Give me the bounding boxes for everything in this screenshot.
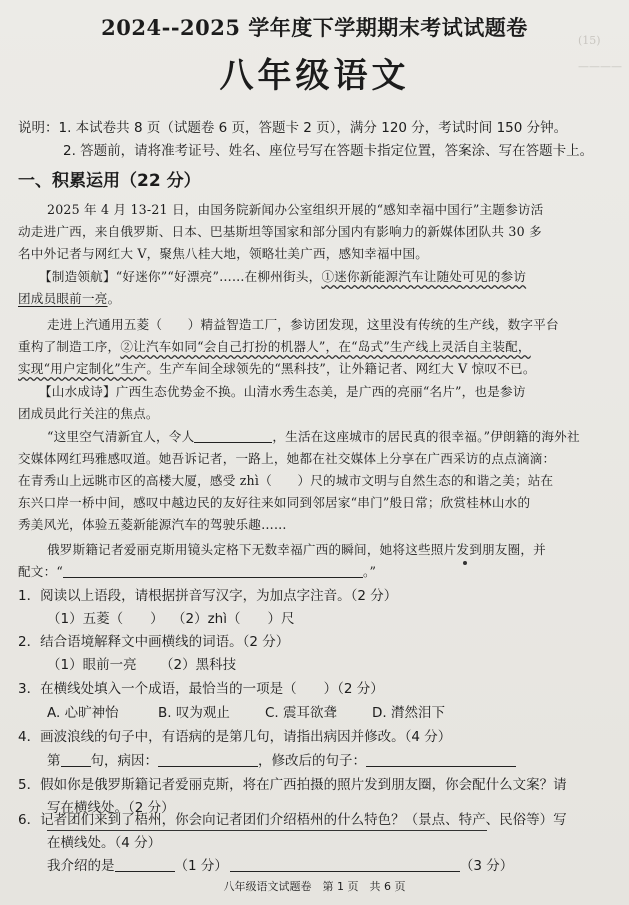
option-c[interactable]: C. 震耳欲聋 [265,705,338,721]
instructions-line-1 [18,116,567,136]
caption-blank[interactable] [63,563,363,578]
instructions-line-2: 2. 答题前，请将准考证号、姓名、座位号写在答题卡指定位置，答案涂、写在答题卡上。 [63,143,594,159]
score-label: （1 分） [174,858,228,874]
passage-line [18,358,536,380]
sentence-number-blank[interactable] [61,752,91,767]
question-1: 1．阅读以上语段，请根据拼音写汉字，为加点字注音。（2 分） [18,588,398,604]
passage-text: “好迷你”“好漂亮”……在柳州街头， [115,269,322,284]
passage-text: 重构了制造工序， [18,339,121,354]
passage-line: 走进上汽通用五菱（ ）精益智造工厂，参访团发现，这里没有传统的生产线，数字平台 [47,317,559,332]
question-2-part-1: （1）眼前一亮 [47,657,137,673]
answer-label: ，修改后的句子： [258,753,366,769]
wavy-sentence-2-end: 实现“用户定制化”生产 [18,361,147,376]
wavy-sentence-1: ①迷你新能源汽车让随处可见的参访 [321,269,527,284]
answer-prefix: 第 [47,753,61,769]
passage-line [39,266,526,288]
error-cause-blank[interactable] [158,752,258,767]
question-2-part-2: （2）黑科技 [160,657,237,673]
option-a[interactable]: A. 心旷神怡 [47,705,119,721]
passage-line: 团成员此行关注的焦点。 [18,406,159,421]
question-1-part-2: （2）zhì（ ）尺 [172,611,295,627]
bleed-through-mark: (15) [578,34,601,47]
passage-text: 。” [363,564,377,579]
passage-line: 交媒体网红玛雅感叹道。她吾诉记者，一路上，她都在社交媒体上分享在广西采访的点点滴滴： [18,451,556,466]
passage-text: ，生活在这座城市的居民真的很幸福。”伊朗籍的海外社 [272,429,580,444]
passage-line [39,381,526,403]
corrected-sentence-blank[interactable] [366,752,516,767]
instructions-text-1: 1. 本试卷共 8 页（试题卷 6 页，答题卡 2 页），满分 120 分，考试时间 150 分钟。 [58,120,568,136]
exam-title: 2024--2025 学年度下学期期末考试试题卷 [101,15,528,40]
passage-text: 广西生态优势金不换。山清水秀生态美，是广西的亮丽“名片”，也是参访 [115,384,526,399]
question-1-part-1: （1）五菱（ ） [47,611,164,627]
question-2: 2．结合语境解释文中画横线的词语。（2 分） [18,634,290,650]
answer-prefix: 我介绍的是 [47,858,115,874]
section-tag: 【制造领航】 [39,269,116,284]
page-footer: 八年级语文试题卷 第 1 页 共 6 页 [223,880,406,893]
passage-text: “这里空气清新宜人，令人 [47,429,195,444]
option-b[interactable]: B. 叹为观止 [158,705,230,721]
score-label: （3 分） [459,858,514,874]
section-tag: 【山水成诗】 [39,384,116,399]
option-d[interactable]: D. 潸然泪下 [372,705,445,721]
feature-blank[interactable] [115,857,175,872]
passage-line: 2025 年 4 月 13-21 日，由国务院新闻办公室组织开展的“感知幸福中国行”主题参访活 [47,202,544,217]
section-heading: 一、积累运用（22 分） [18,171,201,191]
ink-spot [463,561,467,565]
instructions-label: 说明： [18,120,59,136]
passage-line: 在青秀山上远眺市区的高楼大厦，感受 zhì（ ）尺的城市文明与自然生态的和谐之美；站在 [18,473,554,488]
question-4: 4．画波浪线的句子中，有语病的是第几句，请指出病因并修改。（4 分） [18,729,452,745]
passage-line [47,426,580,448]
question-5: 5．假如你是俄罗斯籍记者爱丽克斯，将在广西拍摄的照片发到朋友圈，你会配什么文案？请 [18,777,567,793]
question-3: 3．在横线处填入一个成语，最恰当的一项是（ ）（2 分） [18,681,384,697]
passage-line: 秀美风光，体验五菱新能源汽车的驾驶乐趣…… [18,517,287,532]
passage-line: 东兴口岸一桥中间，感叹中越边民的友好往来如同到邻居家“串门”般日常；欣赏桂林山水的 [18,495,531,510]
bleed-through-mark: ———— [578,60,622,73]
passage-line [18,288,120,310]
passage-text: 。 [107,291,121,306]
wavy-sentence-2: ②让汽车如同“会自己打扮的机器人”，在“岛式”生产线上灵活自主装配， [120,339,531,354]
idiom-blank[interactable] [194,428,272,443]
passage-line [18,336,531,358]
passage-line: 俄罗斯籍记者爱丽克斯用镜头定格下无数幸福广西的瞬间，她将这些照片发到朋友圈，并 [47,542,546,557]
underlined-phrase-eye-catching: 团成员眼前一亮 [18,291,108,306]
passage-text: 。生产车间全球领先的“黑科技”，让外籍记者、网红大 V 惊叹不已。 [146,361,536,376]
passage-line [18,561,376,583]
passage-line: 名中外记者与网红大 V，聚焦八桂大地，领略壮美广西，感知幸福中国。 [18,246,429,261]
question-6: 6．记者团们来到了梧州，你会向记者团们介绍梧州的什么特色？（景点、特产、民俗等）写 [18,812,567,828]
question-4-answer-line [47,749,516,769]
intro-blank[interactable] [230,857,460,872]
question-6-answer-line [47,854,513,874]
passage-text: 配文：“ [18,564,64,579]
answer-label: 句，病因： [90,753,158,769]
exam-subject-title: 八年级语文 [219,56,410,96]
passage-line: 动走进广西，来自俄罗斯、日本、巴基斯坦等国家和部分国内有影响力的新媒体团队共 30 多 [18,224,542,239]
question-6-cont: 在横线处。（4 分） [47,835,162,851]
question-5-cont: 写在横线处。（2 分） [47,800,175,816]
